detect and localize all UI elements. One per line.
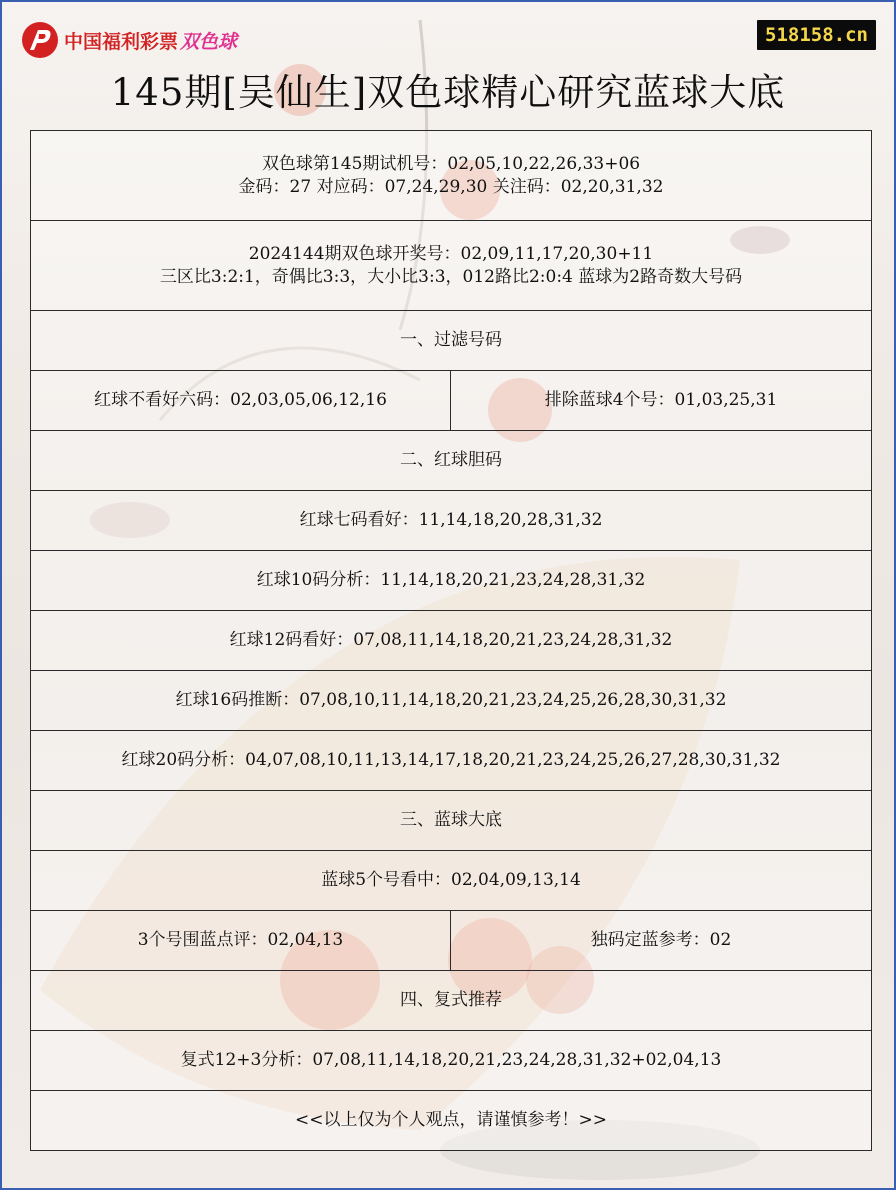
- table-row: [31, 131, 872, 221]
- table-row: [31, 311, 872, 371]
- draw-result-text: 2024144期双色球开奖号：02,09,11,17,20,30+11: [248, 243, 654, 264]
- combo-cell: 复式12+3分析：07,08,11,14,18,20,21,23,24,28,31,32+02,04,13: [31, 1031, 872, 1091]
- red10-cell: 红球10码分析：11,14,18,20,21,23,24,28,31,32: [31, 551, 872, 611]
- blue5-cell: 蓝球5个号看中：02,04,09,13,14: [31, 851, 872, 911]
- red-exclude-cell: 红球不看好六码：02,03,05,06,12,16: [31, 371, 451, 431]
- trial-cell: [31, 131, 872, 221]
- table-row: [31, 731, 872, 791]
- draw-stats-text: 三区比3:2:1，奇偶比3:3，大小比3:3，012路比2:0:4 蓝球为2路奇数大号码: [159, 266, 743, 287]
- trial-numbers-text: 双色球第145期试机号：02,05,10,22,26,33+06: [261, 153, 641, 174]
- table-row: [31, 1031, 872, 1091]
- table-row: [31, 911, 872, 971]
- table-row: [31, 851, 872, 911]
- table-row: [31, 221, 872, 311]
- section-heading-blue: 三、蓝球大底: [31, 791, 872, 851]
- section-heading-combo: 四、复式推荐: [31, 971, 872, 1031]
- draw-cell: [31, 221, 872, 311]
- blue-exclude-cell: 排除蓝球4个号：01,03,25,31: [451, 371, 872, 431]
- table-row: [31, 431, 872, 491]
- table-row: [31, 671, 872, 731]
- section-heading-red: 二、红球胆码: [31, 431, 872, 491]
- table-row: [31, 491, 872, 551]
- table-row: [31, 791, 872, 851]
- table-row: [31, 371, 872, 431]
- site-badge[interactable]: 518158.cn: [757, 20, 876, 50]
- page-title: 145期[吴仙生]双色球精心研究蓝球大底: [110, 71, 786, 114]
- blue3-cell: 3个号围蓝点评：02,04,13: [31, 911, 451, 971]
- red12-cell: 红球12码看好：07,08,11,14,18,20,21,23,24,28,31,32: [31, 611, 872, 671]
- red16-cell: 红球16码推断：07,08,10,11,14,18,20,21,23,24,25,26,28,30,31,32: [31, 671, 872, 731]
- gold-code-text: 金码：27 对应码：07,24,29,30 关注码：02,20,31,32: [238, 176, 664, 197]
- lottery-logo: [18, 20, 237, 60]
- logo-game-name: 双色球: [180, 30, 238, 53]
- red7-cell: 红球七码看好：11,14,18,20,28,31,32: [31, 491, 872, 551]
- disclaimer-cell: <<以上仅为个人观点，请谨慎参考！>>: [31, 1091, 872, 1151]
- table-row: [31, 551, 872, 611]
- welfare-lottery-logo-icon: [18, 20, 62, 60]
- section-heading-filter: 一、过滤号码: [31, 311, 872, 371]
- prediction-table: [30, 130, 872, 1151]
- table-row: [31, 1091, 872, 1151]
- table-row: [31, 971, 872, 1031]
- logo-text: 中国福利彩票: [64, 30, 179, 53]
- table-row: [31, 611, 872, 671]
- red20-cell: 红球20码分析：04,07,08,10,11,13,14,17,18,20,21,23,24,25,26,27,28,30,31,32: [31, 731, 872, 791]
- blue-single-cell: 独码定蓝参考：02: [451, 911, 872, 971]
